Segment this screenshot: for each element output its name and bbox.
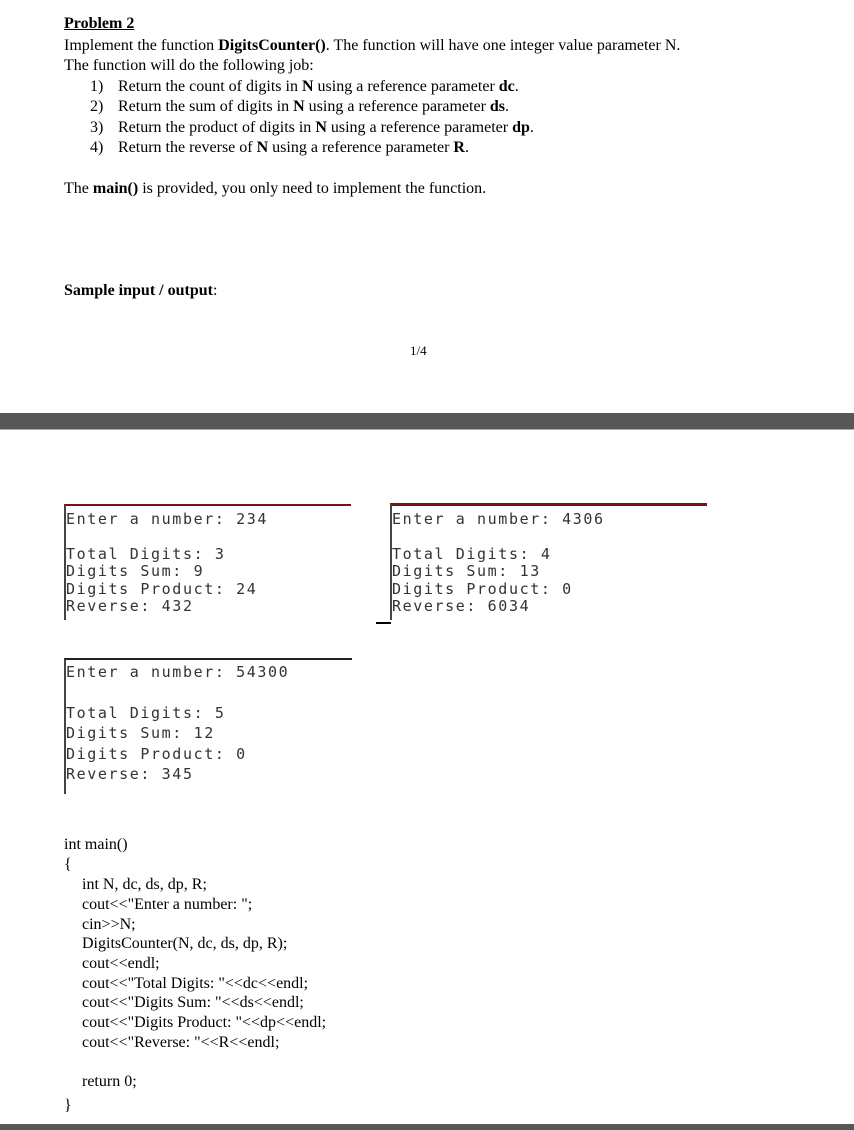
step-item-4: 4) Return the reverse of N using a reference parameter R. (90, 139, 469, 156)
console-line-total: Total Digits: 5 (66, 703, 226, 722)
problem-title: Problem 2 (64, 15, 135, 32)
sample-heading: Sample input / output: (64, 282, 218, 299)
step-item-1: 1) Return the count of digits in N using a reference parameter dc. (90, 78, 519, 95)
console-line-reverse: Reverse: 432 (66, 597, 194, 615)
console-output-3 (64, 658, 352, 794)
console-line-sum: Digits Sum: 13 (392, 562, 541, 580)
intro-line: Implement the function DigitsCounter(). The function will have one integer value parameter N. (64, 37, 681, 54)
code-line: cout<<endl; (82, 955, 160, 972)
console-line-product: Digits Product: 24 (66, 579, 258, 598)
code-line: return 0; (82, 1073, 137, 1090)
code-line: cout<<"Digits Product: "<<dp<<endl; (82, 1014, 327, 1031)
console-line-total: Total Digits: 4 (392, 544, 552, 563)
console-output-2 (390, 503, 707, 620)
console-line-product: Digits Product: 0 (66, 744, 247, 763)
main-note: The main() is provided, you only need to implement the function. (64, 180, 487, 197)
console-line-prompt: Enter a number: 4306 (392, 510, 605, 528)
console-corner-mark (376, 622, 391, 624)
code-line: cout<<"Digits Sum: "<<ds<<endl; (82, 994, 304, 1011)
page-separator (0, 413, 854, 429)
step-item-2: 2) Return the sum of digits in N using a reference parameter ds. (90, 98, 510, 115)
code-line: DigitsCounter(N, dc, ds, dp, R); (82, 935, 288, 952)
console-line-sum: Digits Sum: 9 (66, 562, 205, 580)
code-line: { (64, 856, 72, 873)
console-line-reverse: Reverse: 345 (66, 765, 194, 783)
code-line: int main() (64, 836, 128, 853)
page-number: 1/4 (410, 343, 427, 358)
code-line: cout<<"Enter a number: "; (82, 896, 253, 913)
code-line: int N, dc, ds, dp, R; (82, 876, 207, 893)
console-line-total: Total Digits: 3 (66, 544, 226, 563)
page-separator-bottom (0, 1124, 854, 1130)
code-line: cout<<"Total Digits: "<<dc<<endl; (82, 975, 309, 992)
console-line-prompt: Enter a number: 54300 (66, 663, 290, 681)
code-line: } (64, 1097, 72, 1114)
code-line: cin>>N; (82, 916, 136, 933)
console-line-prompt: Enter a number: 234 (66, 510, 268, 528)
function-name: DigitsCounter() (218, 37, 326, 54)
console-line-product: Digits Product: 0 (392, 579, 573, 598)
console-output-1 (64, 504, 351, 620)
console-line-reverse: Reverse: 6034 (392, 597, 531, 615)
code-line: cout<<"Reverse: "<<R<<endl; (82, 1034, 280, 1051)
console-line-sum: Digits Sum: 12 (66, 724, 215, 742)
intro-line-2: The function will do the following job: (64, 57, 314, 74)
step-item-3: 3) Return the product of digits in N using a reference parameter dp. (90, 119, 534, 136)
